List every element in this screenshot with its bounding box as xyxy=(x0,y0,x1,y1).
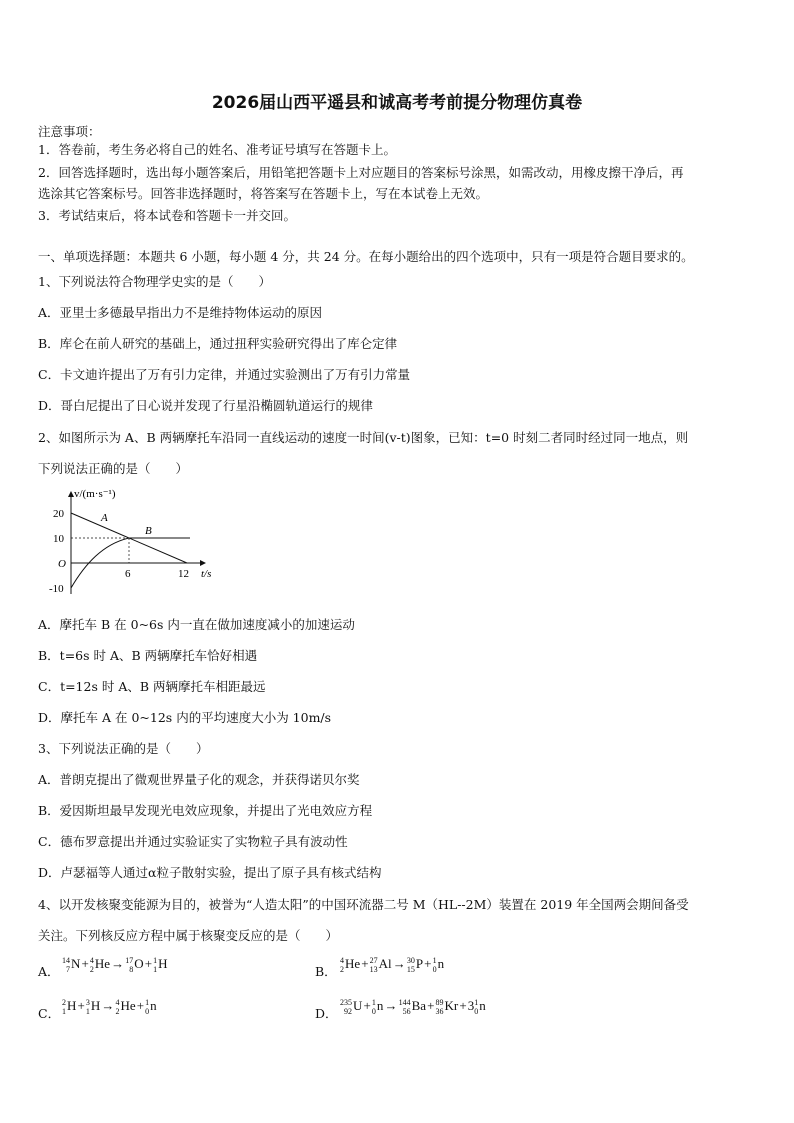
label-b: B xyxy=(145,525,152,537)
notice-item-2: 2．回答选择题时，选出每小题答案后，用铅笔把答题卡上对应题目的答案标号涂黑，如需改动，用橡皮擦干净后，再 xyxy=(38,165,684,180)
q4-option-b-label: B． xyxy=(315,964,337,979)
vt-graph xyxy=(45,484,225,599)
q3-stem: 3、下列说法正确的是（ ） xyxy=(38,741,209,756)
y-tick-10: 10 xyxy=(53,533,64,545)
q3-option-d: D．卢瑟福等人通过α粒子散射实验，提出了原子具有核式结构 xyxy=(38,865,382,880)
notice-heading: 注意事项： xyxy=(38,124,101,139)
label-a: A xyxy=(101,512,108,524)
q4-option-a-equation: 14 7 N + 4 2 He → 17 8 O + 1 1 H xyxy=(62,956,168,975)
q4-option-d-equation: 235 92 U + 1 0 n → 144 56 Ba + 89 36 Kr + 3 1 0 n xyxy=(340,998,486,1017)
y-tick-20: 20 xyxy=(53,508,64,520)
q1-stem: 1、下列说法符合物理学史实的是（ ） xyxy=(38,274,271,289)
q4-stem-line2: 关注。下列核反应方程中属于核聚变反应的是（ ） xyxy=(38,928,339,943)
q2-option-a: A．摩托车 B 在 0~6s 内一直在做加速度减小的加速运动 xyxy=(38,617,355,632)
notice-item-1: 1．答卷前，考生务必将自己的姓名、准考证号填写在答题卡上。 xyxy=(38,142,396,157)
x-tick-12: 12 xyxy=(178,568,189,580)
q1-option-d: D．哥白尼提出了日心说并发现了行星沿椭圆轨道运行的规律 xyxy=(38,398,374,413)
q2-option-d: D．摩托车 A 在 0~12s 内的平均速度大小为 10m/s xyxy=(38,710,332,725)
section-heading: 一、单项选择题：本题共 6 小题，每小题 4 分，共 24 分。在每小题给出的四个选项中，只有一项是符合题目要求的。 xyxy=(38,249,694,264)
origin-label: O xyxy=(58,558,66,570)
y-axis-label: v/(m·s⁻¹) xyxy=(74,488,116,500)
q2-stem-line2: 下列说法正确的是（ ） xyxy=(38,461,189,476)
q4-option-d-label: D． xyxy=(315,1006,338,1021)
y-tick-neg10: -10 xyxy=(49,583,64,595)
q4-stem-line1: 4、以开发核聚变能源为目的，被誉为“人造太阳”的中国环流器二号 M（HL--2M）装置在 2019 年全国两会期间备受 xyxy=(38,897,689,912)
q3-option-c: C．德布罗意提出并通过实验证实了实物粒子具有波动性 xyxy=(38,834,348,849)
q4-option-c-equation: 2 1 H + 3 1 H → 4 2 He + 1 0 n xyxy=(62,998,157,1017)
q4-option-a-label: A． xyxy=(38,964,60,979)
q4-option-b-equation: 4 2 He + 27 13 Al → 30 15 P + 1 0 n xyxy=(340,956,445,975)
x-tick-6: 6 xyxy=(125,568,131,580)
q2-option-b: B．t=6s 时 A、B 两辆摩托车恰好相遇 xyxy=(38,648,258,663)
q3-option-b: B．爱因斯坦最早发现光电效应现象，并提出了光电效应方程 xyxy=(38,803,373,818)
q1-option-b: B．库仑在前人研究的基础上，通过扭秤实验研究得出了库仑定律 xyxy=(38,336,398,351)
q2-stem-line1: 2、如图所示为 A、B 两辆摩托车沿同一直线运动的速度一时间(v-t)图象，已知：t=0 时刻二者同时经过同一地点，则 xyxy=(38,430,689,445)
q1-option-a: A．亚里士多德最早指出力不是维持物体运动的原因 xyxy=(38,305,323,320)
notice-item-2-cont: 选涂其它答案标号。回答非选择题时，将答案写在答题卡上，写在本试卷上无效。 xyxy=(38,186,489,201)
q4-option-c-label: C． xyxy=(38,1006,61,1021)
exam-title: 2026届山西平遥县和诚高考考前提分物理仿真卷 xyxy=(211,93,583,113)
q3-option-a: A．普朗克提出了微观世界量子化的观念，并获得诺贝尔奖 xyxy=(38,772,360,787)
q2-option-c: C．t=12s 时 A、B 两辆摩托车相距最远 xyxy=(38,679,266,694)
q1-option-c: C．卡文迪许提出了万有引力定律，并通过实验测出了万有引力常量 xyxy=(38,367,411,382)
x-axis-label: t/s xyxy=(201,568,212,580)
notice-item-3: 3．考试结束后，将本试卷和答题卡一并交回。 xyxy=(38,208,296,223)
